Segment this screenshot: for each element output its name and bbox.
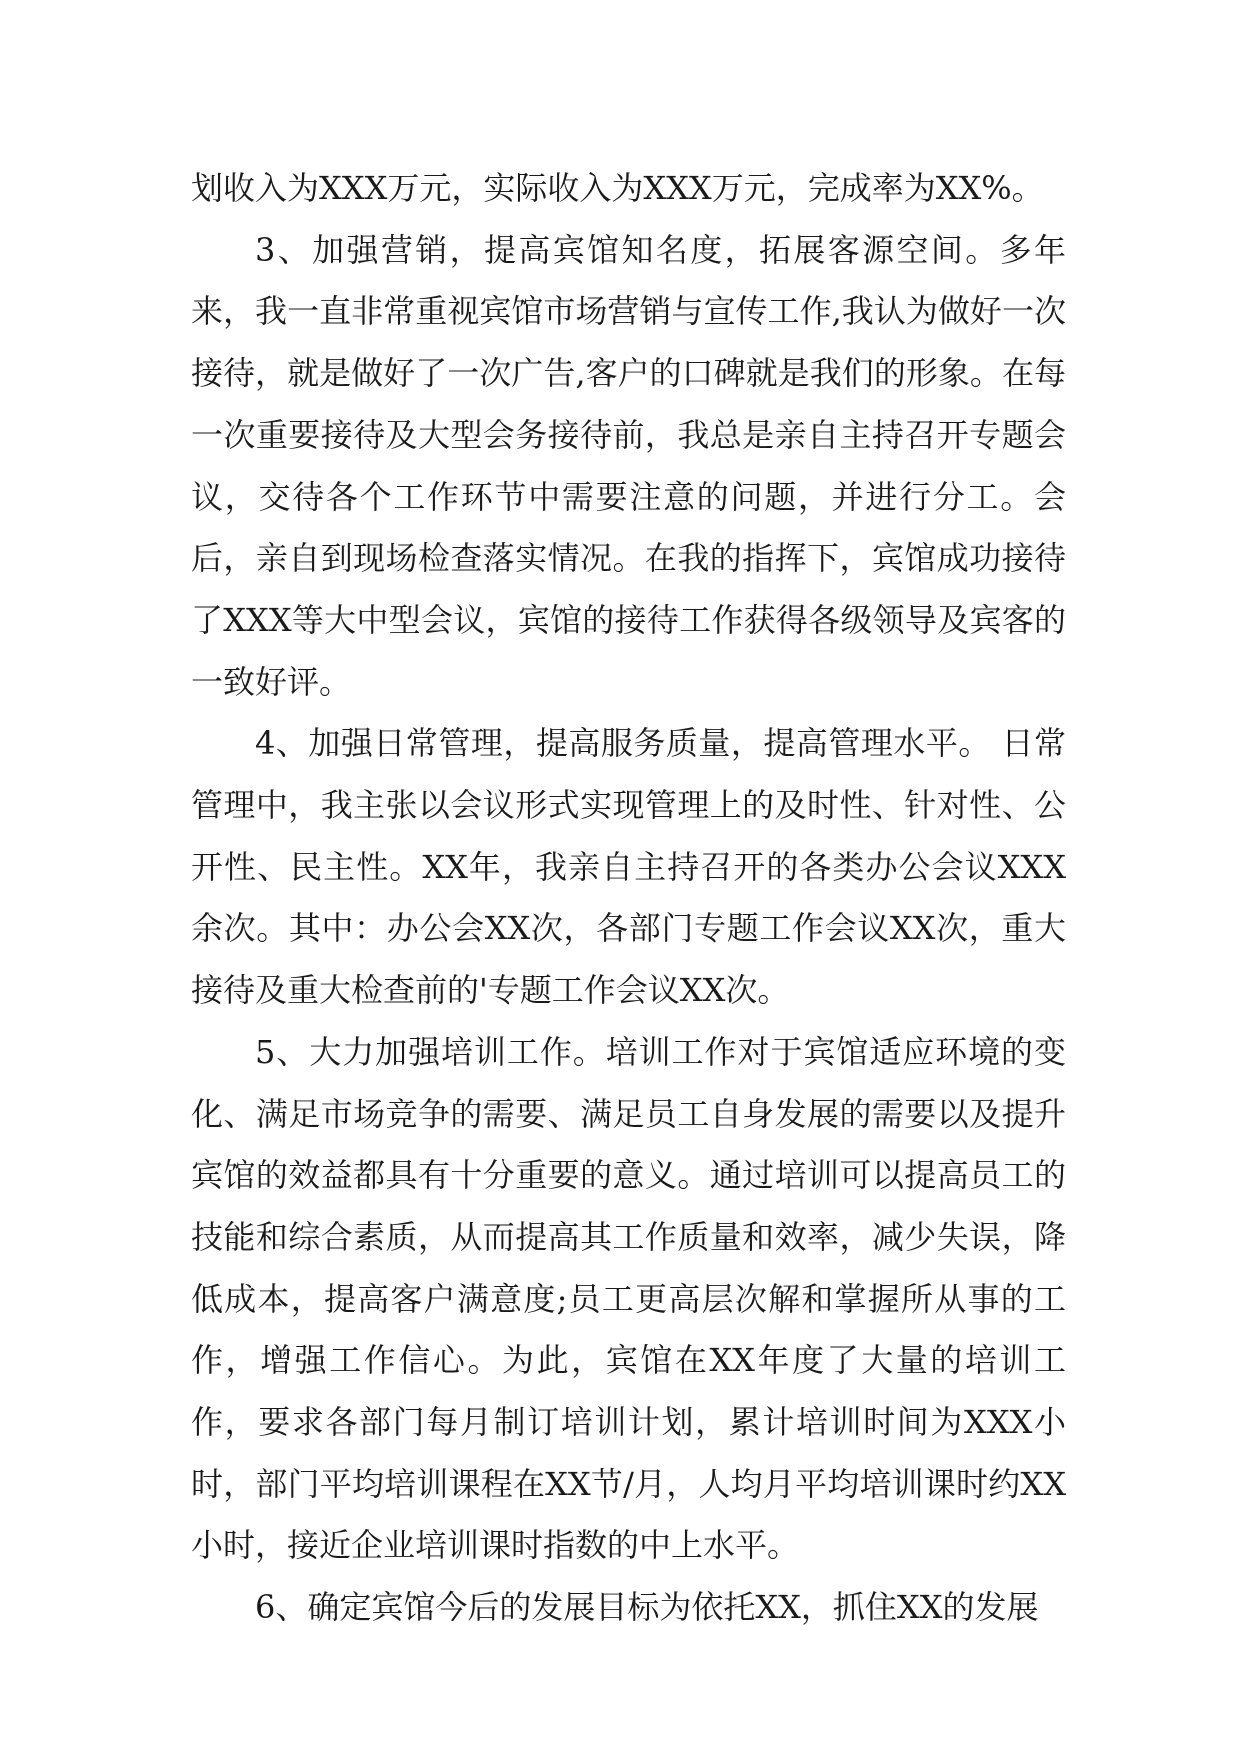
paragraph-training: 5、大力加强培训工作。培训工作对于宾馆适应环境的变化、满足市场竞争的需要、满足员工自身发展的需要以及提升宾馆的效益都具有十分重要的意义。通过培训可以提高员工的技能和综合素质，从而提高其工作质量和效率，减少失误，降低成本，提高客户满意度;员工更高层次解和掌握所从事的工作，增强工作信心。为此，宾馆在XX年度了大量的培训工作，要求各部门每月制订培训计划，累计培训时间为XXX小时，部门平均培训课程在XX节/月，人均月平均培训课时约XX小时，接近企业培训课时指数的中上水平。 <box>191 1032 1066 1565</box>
paragraph-continuation: 划收入为XXX万元，实际收入为XXX万元，完成率为XX%。 <box>191 169 1044 207</box>
paragraph-development-goal: 6、确定宾馆今后的发展目标为依托XX，抓住XX的发展 <box>255 1588 1039 1627</box>
paragraph-daily-management: 4、加强日常管理，提高服务质量，提高管理水平。 日常管理中，我主张以会议形式实现管理上的及时性、针对性、公开性、民主性。XX年，我亲自主持召开的各类办公会议XXX余次。其中：办公会XX次，各部门专题工作会议XX次，重大接待及重大检查前的'专题工作会议XX次。 <box>191 724 1066 1010</box>
document-body <box>191 158 1066 1639</box>
paragraph-marketing: 3、加强营销，提高宾馆知名度，拓展客源空间。多年来，我一直非常重视宾馆市场营销与宣传工作,我认为做好一次接待，就是做好了一次广告,客户的口碑就是我们的形象。在每一次重要接待及大型会务接待前，我总是亲自主持召开专题会议，交待各个工作环节中需要注意的问题，并进行分工。会后，亲自到现场检查落实情况。在我的指挥下，宾馆成功接待了XXX等大中型会议，宾馆的接待工作获得各级领导及宾客的一致好评。 <box>191 230 1066 701</box>
